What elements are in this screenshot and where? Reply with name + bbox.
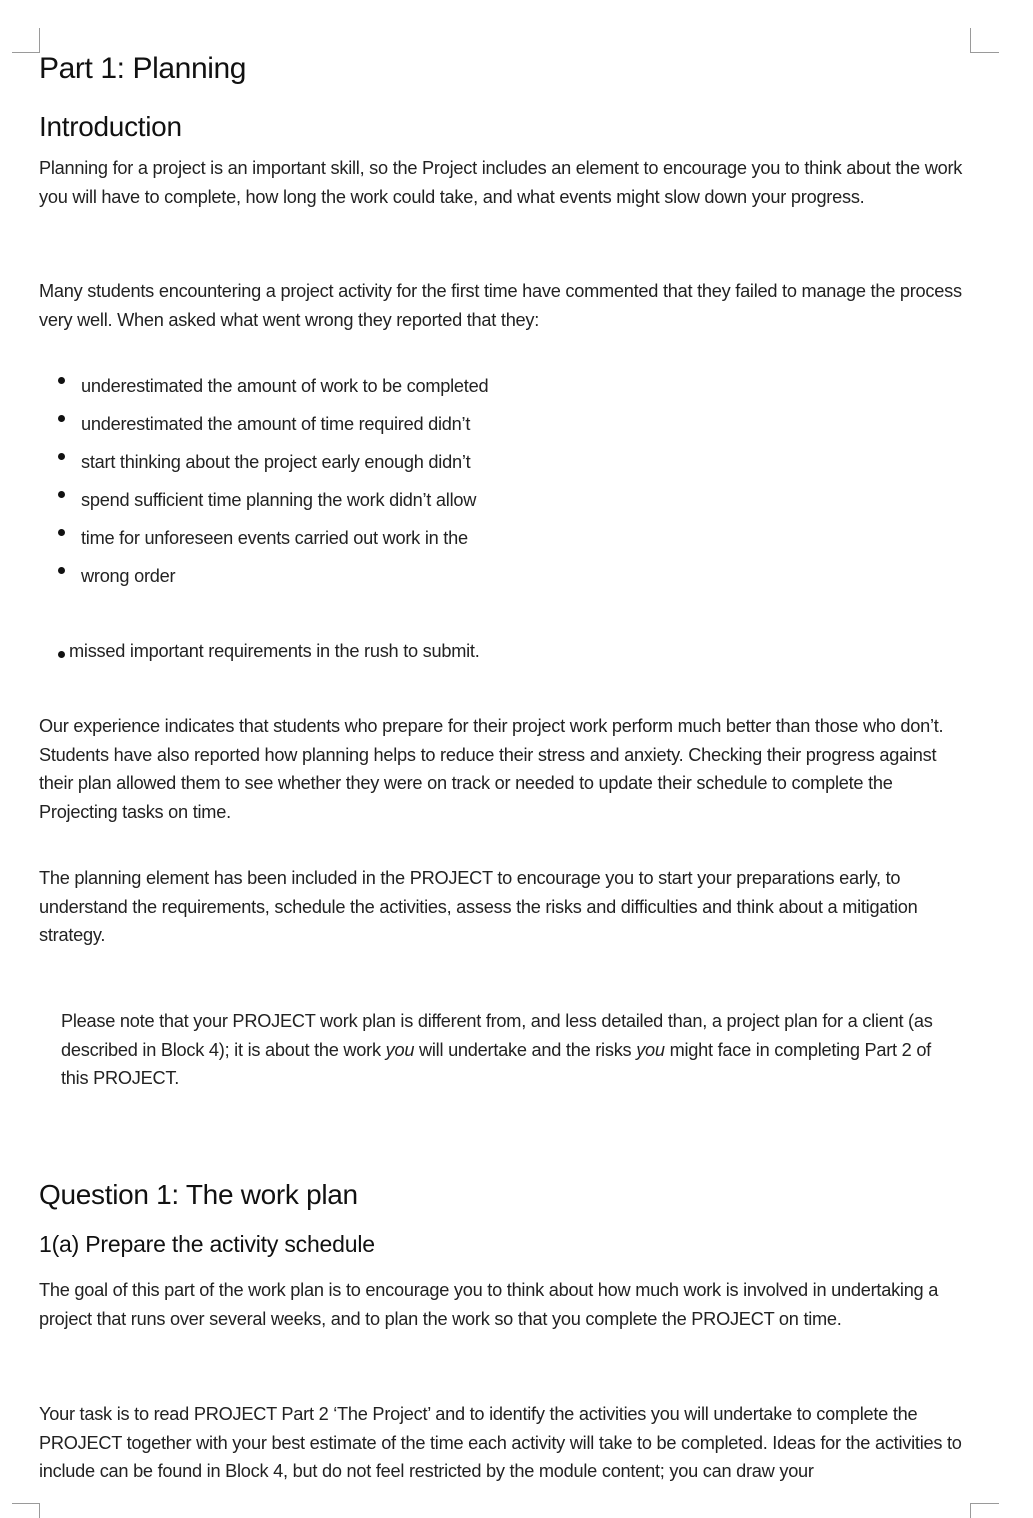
note-emphasis-1: you <box>385 1039 415 1060</box>
list-item <box>58 486 488 524</box>
question-1-heading: Question 1: The work plan <box>39 1179 358 1210</box>
bullet-icon <box>58 529 65 536</box>
list-item-text: missed important requirements in the rush to submit. <box>69 641 480 661</box>
intro-paragraph-1: Planning for a project is an important skill, so the Project includes an element to encourage you to think about the work you will have to complete, how long the work could take, and what events might slow down your progress. <box>39 158 963 207</box>
list-item-text: underestimated the amount of time required didn’t <box>81 414 471 434</box>
introduction-heading: Introduction <box>39 111 182 142</box>
bullet-icon <box>58 377 65 384</box>
crop-mark-bottom-left <box>12 1503 40 1518</box>
task-paragraph: Your task is to read PROJECT Part 2 ‘The Project’ and to identify the activities you will undertake to complete the PROJECT together with your best estimate of the time each activity will take to be completed. Ideas for the activities to include can be found in Block 4, but do not feel restricted by the module content; you can draw your <box>39 1404 962 1482</box>
list-item-text: time for unforeseen events carried out work in the <box>81 528 468 548</box>
list-item <box>58 448 488 486</box>
list-item <box>58 562 488 600</box>
part-title: Part 1: Planning <box>39 52 247 85</box>
list-item <box>58 410 488 448</box>
last-bullet-item <box>58 637 480 665</box>
bullet-icon <box>58 415 65 422</box>
goal-paragraph: The goal of this part of the work plan is to encourage you to think about how much work is involved in undertaking a project that runs over several weeks, and to plan the work so that you complete the PROJECT on time. <box>39 1280 939 1329</box>
list-item-text: wrong order <box>81 566 176 586</box>
list-item <box>58 524 488 562</box>
bullet-icon <box>58 567 65 574</box>
question-1a-subheading: 1(a) Prepare the activity schedule <box>39 1231 375 1257</box>
experience-paragraph: Our experience indicates that students who prepare for their project work perform much better than those who don’t. Students have also reported how planning helps to reduce their stress and anxiety. Checking their progress against their plan allowed them to see whether they were on track or needed to update their schedule to complete the Projecting tasks on time. <box>39 716 944 823</box>
bullet-icon <box>58 491 65 498</box>
crop-mark-top-right <box>970 28 999 53</box>
planning-element-paragraph: The planning element has been included in the PROJECT to encourage you to start your preparations early, to understand the requirements, schedule the activities, assess the risks and difficulties and think about a mitigation strategy. <box>39 868 918 946</box>
note-emphasis-2: you <box>636 1039 665 1060</box>
intro-paragraph-2: Many students encountering a project activity for the first time have commented that they failed to manage the process very well. When asked what went wrong they reported that they: <box>39 281 962 330</box>
bullet-icon <box>58 651 65 658</box>
crop-mark-top-left <box>12 28 40 53</box>
note-text-1: Please note that your PROJECT work plan is different from, and less detailed than, a project plan for a client (as described in Block 4); it is about the work <box>61 1011 933 1060</box>
bullet-icon <box>58 453 65 460</box>
crop-mark-bottom-right <box>970 1503 999 1518</box>
note-text-2: will undertake and the risks <box>414 1039 637 1060</box>
list-item-text: underestimated the amount of work to be completed <box>81 376 489 396</box>
problems-bullet-list <box>58 372 488 600</box>
note-paragraph <box>61 1007 961 1093</box>
note-text-3: might face in completing Part 2 of this PROJECT. <box>61 1039 931 1089</box>
list-item-text: start thinking about the project early enough didn’t <box>81 452 471 472</box>
list-item-text: spend sufficient time planning the work didn’t allow <box>81 490 477 510</box>
list-item <box>58 372 488 410</box>
